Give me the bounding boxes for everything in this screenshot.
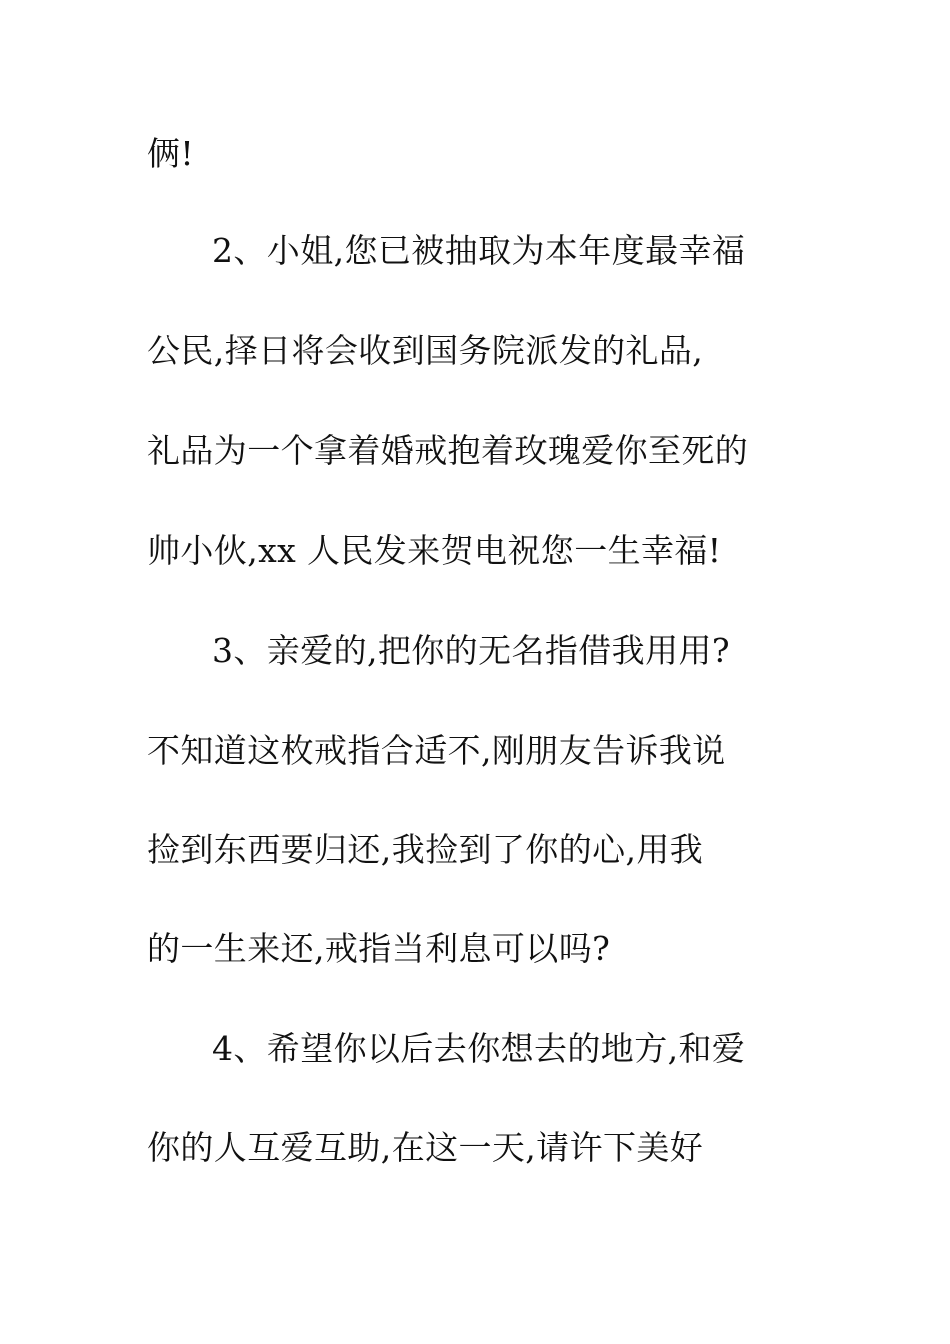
text-line-8: 捡到东西要归还,我捡到了你的心,用我	[147, 830, 704, 869]
text-line-7: 不知道这枚戒指合适不,刚朋友告诉我说	[147, 731, 726, 770]
text-line-4: 礼品为一个拿着婚戒抱着玫瑰爱你至死的	[147, 431, 749, 470]
paragraph-4-start: 4、希望你以后去你想去的地方,和爱	[212, 1029, 746, 1068]
paragraph-2-start: 2、小姐,您已被抽取为本年度最幸福	[212, 231, 746, 270]
text-line-1: 俩!	[147, 134, 195, 173]
text-line-11: 你的人互爱互助,在这一天,请许下美好	[147, 1128, 704, 1167]
paragraph-3-start: 3、亲爱的,把你的无名指借我用用?	[212, 631, 730, 670]
text-line-9: 的一生来还,戒指当利息可以吗?	[147, 929, 611, 968]
text-line-5: 帅小伙,xx 人民发来贺电祝您一生幸福!	[147, 531, 722, 570]
text-line-3: 公民,择日将会收到国务院派发的礼品,	[147, 331, 704, 370]
